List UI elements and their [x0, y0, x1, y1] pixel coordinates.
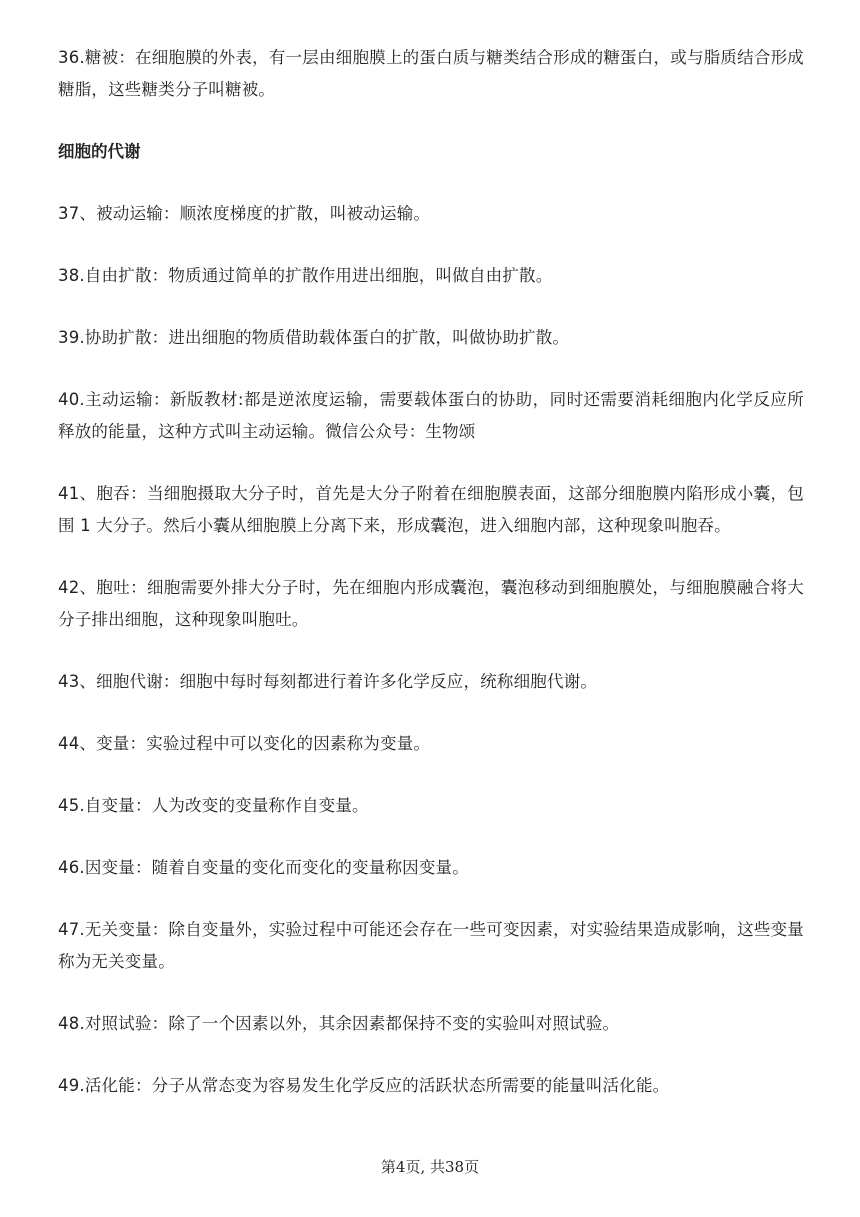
paragraph-43: 43、细胞代谢：细胞中每时每刻都进行着许多化学反应，统称细胞代谢。 — [58, 672, 598, 691]
paragraph-45: 45.自变量：人为改变的变量称作自变量。 — [58, 796, 369, 815]
paragraph-41: 41、胞吞：当细胞摄取大分子时，首先是大分子附着在细胞膜表面，这部分细胞膜内陷形成小囊，包围 1 大分子。然后小囊从细胞膜上分离下来，形成囊泡，进入细胞内部，这种现象叫胞吞。 — [58, 484, 804, 535]
paragraph-40: 40.主动运输：新版教材:都是逆浓度运输，需要载体蛋白的协助，同时还需要消耗细胞内化学反应所释放的能量，这种方式叫主动运输。微信公众号：生物颂 — [58, 390, 804, 441]
paragraph-46: 46.因变量：随着自变量的变化而变化的变量称因变量。 — [58, 858, 469, 877]
section-heading: 细胞的代谢 — [58, 142, 141, 161]
paragraph-47: 47.无关变量：除自变量外，实验过程中可能还会存在一些可变因素，对实验结果造成影响，这些变量称为无关变量。 — [58, 920, 804, 971]
paragraph-48: 48.对照试验：除了一个因素以外，其余因素都保持不变的实验叫对照试验。 — [58, 1014, 620, 1033]
paragraph-36: 36.糖被：在细胞膜的外表，有一层由细胞膜上的蛋白质与糖类结合形成的糖蛋白，或与脂质结合形成糖脂，这些糖类分子叫糖被。 — [58, 48, 804, 99]
paragraph-37: 37、被动运输：顺浓度梯度的扩散，叫被动运输。 — [58, 204, 431, 223]
paragraph-39: 39.协助扩散：进出细胞的物质借助载体蛋白的扩散，叫做协助扩散。 — [58, 328, 570, 347]
paragraph-49: 49.活化能：分子从常态变为容易发生化学反应的活跃状态所需要的能量叫活化能。 — [58, 1076, 670, 1095]
paragraph-42: 42、胞吐：细胞需要外排大分子时，先在细胞内形成囊泡，囊泡移动到细胞膜处，与细胞膜融合将大分子排出细胞，这种现象叫胞吐。 — [58, 578, 804, 629]
paragraph-38: 38.自由扩散：物质通过简单的扩散作用进出细胞，叫做自由扩散。 — [58, 266, 553, 285]
page-number-footer: 第4页, 共38页 — [380, 1158, 480, 1176]
paragraph-44: 44、变量：实验过程中可以变化的因素称为变量。 — [58, 734, 431, 753]
